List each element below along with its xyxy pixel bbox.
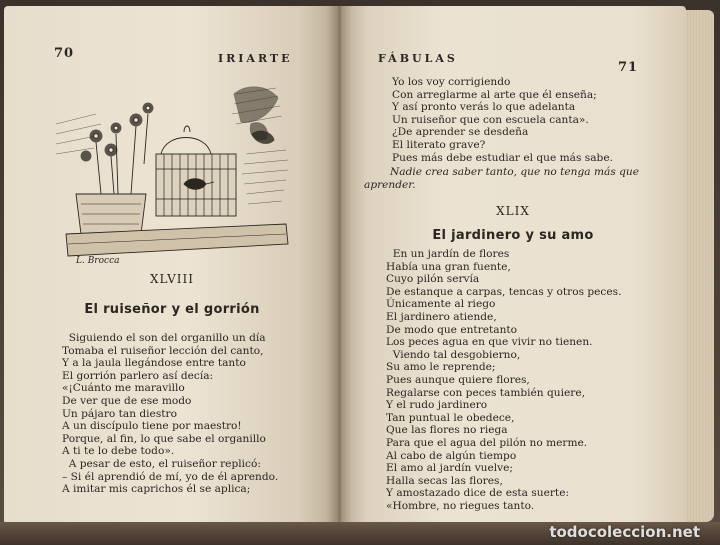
fable-number-xlviii: XLVIII (150, 272, 194, 286)
right-verse-line: Regalarse con peces también quiere, (386, 386, 585, 399)
fable-number-xlix: XLIX (496, 204, 530, 218)
page-edges (684, 10, 714, 522)
right-verse-line: Y el rudo jardinero (386, 399, 488, 412)
left-verse-line: Tomaba el ruiseñor lección del canto, (62, 344, 264, 357)
right-top-verse-line: Con arreglarme al arte que él enseña; (392, 88, 597, 101)
right-verses (386, 248, 621, 512)
right-verse-line: Viendo tal desgobierno, (386, 348, 521, 361)
fable-title-el-ruisenor: El ruiseñor y el gorrión (84, 302, 260, 317)
right-verse-line: El amo al jardín vuelve; (386, 462, 513, 475)
right-top-verse-line: ¿De aprender se desdeña (392, 126, 529, 139)
left-page-number: 70 (54, 46, 75, 61)
left-verse-line: A ti te lo debe todo». (62, 445, 175, 458)
right-verse-line: Y amostazado dice de esta suerte: (386, 487, 570, 500)
left-verse-line: A imitar mis caprichos él se aplica; (62, 483, 251, 496)
right-verse-line: Únicamente al riego (386, 298, 496, 311)
left-verse-line: De ver que de ese modo (62, 394, 192, 407)
left-verse-line: Porque, al fin, lo que sabe el organillo (62, 432, 266, 445)
right-verse-line: De estanque a carpas, tencas y otros peces. (386, 285, 622, 298)
right-verse-line: Para que el agua del pilón no merme. (386, 436, 588, 449)
right-top-verse-line: Yo los voy corrigiendo (392, 76, 511, 88)
fable-moral: Nadie crea saber tanto, que no tenga más que aprender. (364, 166, 640, 191)
left-page (4, 6, 340, 526)
right-verse-line: Que las flores no riega (386, 424, 508, 437)
right-verse-line: Halla secas las flores, (386, 474, 503, 487)
right-verse-line: De modo que entretanto (386, 323, 518, 336)
right-verse-line: El jardinero atiende, (386, 310, 497, 323)
fable-title-el-jardinero: El jardinero y su amo (432, 228, 594, 243)
right-top-verse-line: Y así pronto verás lo que adelanta (392, 101, 576, 114)
right-verses-top (392, 76, 613, 164)
left-verses (62, 332, 278, 496)
right-verse-line: Tan puntual le obedece, (386, 411, 515, 424)
right-page (340, 6, 686, 526)
right-verse-line: «Hombre, no riegues tanto. (386, 499, 535, 512)
right-page-number: 71 (618, 60, 639, 75)
left-verse-line: Un pájaro tan diestro (62, 407, 177, 420)
right-verse-line: En un jardín de flores (386, 248, 510, 260)
right-top-verse-line: Un ruiseñor que con escuela canta». (392, 113, 589, 126)
right-verse-line: Cuyo pilón servía (386, 273, 480, 286)
right-verse-line: Su amo le reprende; (386, 361, 496, 374)
left-verse-line: Y a la jaula llegándose entre tanto (62, 357, 246, 370)
left-verse-line: – Si él aprendió de mí, yo de él aprendo. (62, 470, 279, 483)
right-top-verse-line: Pues más debe estudiar el que más sabe. (392, 151, 613, 164)
right-top-verse-line: El literato grave? (392, 138, 486, 151)
left-verse-line: A pesar de esto, el ruiseñor replicó: (62, 457, 261, 470)
right-running-head: FÁBULAS (378, 52, 458, 65)
illustration-signature: L. Brocca (76, 256, 120, 266)
right-verse-line: Al cabo de algún tiempo (386, 449, 517, 462)
left-verse-line: A un discípulo tiene por maestro! (62, 420, 242, 433)
left-verse-line: «¡Cuánto me maravillo (62, 382, 185, 395)
birdcage-and-flowers-engraving-icon (56, 84, 296, 264)
left-verse-line: Siguiendo el son del organillo un día (62, 332, 266, 344)
right-verse-line: Había una gran fuente, (386, 260, 511, 273)
left-running-head: IRIARTE (218, 52, 293, 65)
watermark: todocoleccion.net (549, 523, 700, 541)
right-verse-line: Pues aunque quiere flores, (386, 373, 530, 386)
left-verse-line: El gorrión parlero así decía: (62, 369, 214, 382)
right-verse-line: Los peces agua en que vivir no tienen. (386, 336, 593, 349)
